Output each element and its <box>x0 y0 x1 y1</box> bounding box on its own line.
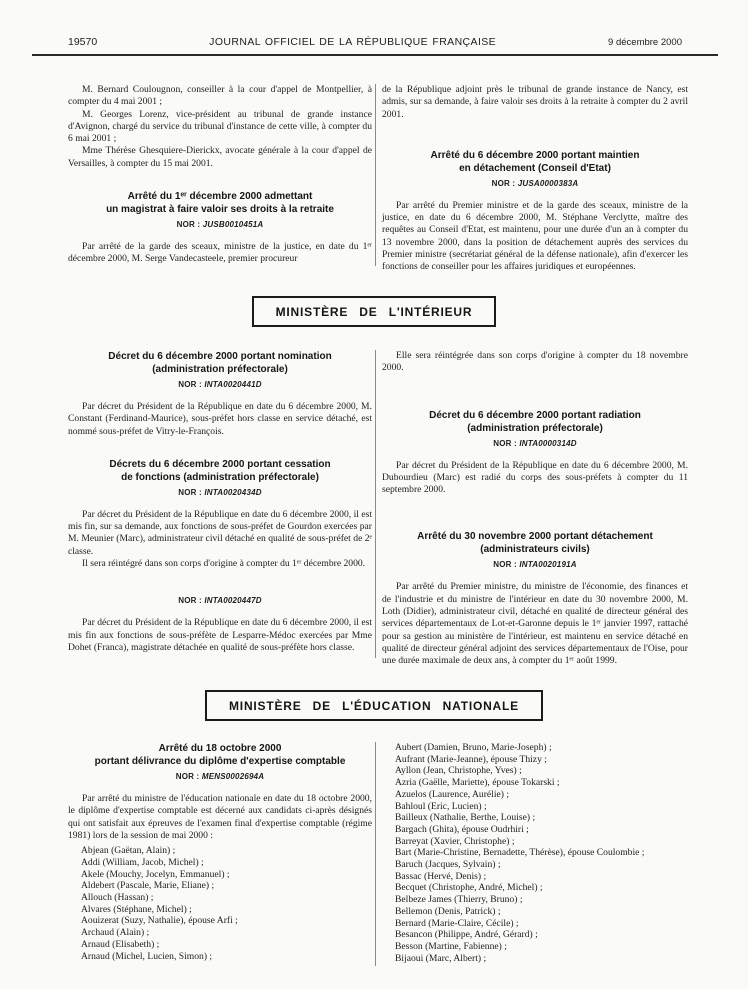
list-item: Aubert (Damien, Bruno, Marie-Joseph) ; <box>395 742 552 753</box>
nor-label: NOR : <box>493 438 520 448</box>
list-item: Aldebert (Pascale, Marie, Eliane) ; <box>81 880 215 892</box>
nor-line <box>382 439 688 448</box>
paragraph: Par arrêté du Premier ministre, du ministre de l'économie, des finances et de l'industrie et du ministre de l'intérieur en date du 30 novembre 2000, M. Loth (Didier), administrateur civil, détaché en qualité de directeur général des services départementaux de Lot-et-Garonne depuis le 1ᵉʳ janvier 1997, rattaché pour sa gestion au ministère de l'intérieur, est maintenu en service détaché en qualité de directeur général adjoint des services départementaux de l'Oise, pour une durée maximale de deux ans, à compter du 1ᵉʳ août 1999. <box>382 581 688 667</box>
nor-line <box>68 596 372 605</box>
interieur-right-column <box>382 350 688 668</box>
article-heading <box>382 149 688 175</box>
nor-label: NOR : <box>178 596 205 606</box>
paragraph: M. Bernard Coulougnon, conseiller à la cour d'appel de Montpellier, à compter du 4 mai 2001 ; <box>68 84 372 108</box>
paragraph: Par décret du Président de la République en date du 6 décembre 2000, il est mis fin aux fonctions de sous-préfète de Lesparre-Médoc exercées par Mme Dohet (Franca), magistrate détachée en qualité de sous-préfète hors classe. <box>68 617 372 653</box>
article-heading <box>68 742 372 768</box>
paragraph: Par décret du Président de la République en date du 6 décembre 2000, M. Constant (Ferdinand-Maurice), sous-préfet hors classe en service détaché, est nommé sous-préfet de Vitry-le-François. <box>68 401 372 437</box>
list-item: Becquet (Christophe, André, Michel) ; <box>395 882 543 894</box>
paragraph: Par arrêté du Premier ministre et de la garde des sceaux, ministre de la justice, en date du 6 décembre 2000, M. Stéphane Verclytte, maître des requêtes au Conseil d'Etat, est maintenu, pour une durée d'un an à compter du 13 novembre 2000, dans la position de détachement auprès des services du Premier ministre (secrétariat général de la défense nationale), afin d'exercer les fonctions de conseiller pour les affaires juridiques et européennes. <box>382 199 688 273</box>
list-item: Bellemon (Denis, Patrick) ; <box>395 905 501 917</box>
list-item: Arnaud (Elisabeth) ; <box>81 938 160 950</box>
list-item: Belbeze James (Thierry, Bruno) ; <box>395 894 523 906</box>
list-item: Azuelos (Laurence, Aurélie) ; <box>395 788 510 800</box>
list-item: Aufrant (Marie-Jeanne), épouse Thizy ; <box>395 753 547 765</box>
article-heading-line: un magistrat à faire valoir ses droits à la retraite <box>106 204 334 216</box>
paragraph: de la République adjoint près le tribunal de grande instance de Nancy, est admis, sur sa demande, à faire valoir ses droits à la retraite à compter du 2 avril 2001. <box>382 84 688 120</box>
ministry-banner-interieur-wrap <box>0 296 748 327</box>
top-section-left-column <box>68 84 372 266</box>
list-item: Abjean (Gaëtan, Alain) ; <box>81 845 176 857</box>
education-left-column <box>68 742 372 962</box>
paragraph: Mme Thérèse Ghesquiere-Dierickx, avocate générale à la cour d'appel de Versailles, à compter du 15 mai 2001. <box>68 145 372 169</box>
top-section-right-column <box>382 84 688 274</box>
list-item: Azria (Gaëlle, Mariette), épouse Tokarski ; <box>395 777 560 789</box>
list-item: Addi (William, Jacob, Michel) ; <box>81 856 204 868</box>
nor-value: INTA0020441D <box>204 380 262 389</box>
issue-date: 9 décembre 2000 <box>608 37 682 48</box>
article-heading-line: de fonctions (administration préfectorale) <box>121 471 319 483</box>
ministry-banner-education: MINISTÈRE DE L'ÉDUCATION NATIONALE <box>205 690 543 721</box>
list-item: Bart (Marie-Christine, Bernadette, Thérèse), épouse Coulombie ; <box>395 847 645 859</box>
journal-title: JOURNAL OFFICIEL DE LA RÉPUBLIQUE FRANÇAISE <box>209 36 497 48</box>
interieur-left-column <box>68 350 372 654</box>
candidate-name-list <box>382 742 688 964</box>
list-item: Archaud (Alain) ; <box>81 927 150 939</box>
article-heading <box>382 409 688 435</box>
article-heading <box>68 458 372 484</box>
article-heading-line: Décret du 6 décembre 2000 portant nomination <box>108 351 332 362</box>
nor-value: MENS0002694A <box>201 772 265 781</box>
list-item: Barreyat (Xavier, Christophe) ; <box>395 835 515 847</box>
article-heading-line: en détachement (Conseil d'Etat) <box>459 162 611 174</box>
list-item: Bahloul (Eric, Lucien) ; <box>395 800 487 812</box>
nor-label: NOR : <box>178 380 205 389</box>
column-divider-interieur <box>375 350 376 658</box>
education-right-column <box>382 742 688 964</box>
article-heading-line: (administration préfectorale) <box>467 422 603 434</box>
spacer <box>382 121 688 129</box>
list-item: Aouizerat (Suzy, Nathalie), épouse Arfi ; <box>81 915 238 927</box>
nor-label: NOR : <box>178 487 205 497</box>
spacer <box>382 496 688 510</box>
paragraph: Par arrêté de la garde des sceaux, ministre de la justice, en date du 1ᵉʳ décembre 2000, M. Serge Vandecasteele, premier procureur <box>68 241 372 265</box>
nor-line <box>68 380 372 389</box>
nor-value: INTA0020191A <box>519 560 577 570</box>
article-heading-line: Décrets du 6 décembre 2000 portant cessation <box>109 458 331 470</box>
nor-value: JUSB0010451A <box>202 220 264 230</box>
article-heading-line: Décret du 6 décembre 2000 portant radiation <box>429 409 641 421</box>
paragraph: Il sera réintégré dans son corps d'origine à compter du 1ᵉʳ décembre 2000. <box>82 558 366 570</box>
list-item: Alvares (Stéphane, Michel) ; <box>81 903 192 915</box>
paragraph: M. Georges Lorenz, vice-président au tribunal de grande instance d'Avignon, chargé du service du tribunal d'instance de cette ville, à compter du 6 mai 2001 ; <box>68 108 372 145</box>
ministry-banner-interieur: MINISTÈRE DE L'INTÉRIEUR <box>252 296 497 327</box>
list-item: Bassac (Hervé, Denis) ; <box>395 870 487 882</box>
article-heading <box>68 190 372 216</box>
nor-value: INTA0000314D <box>519 438 577 448</box>
article-heading <box>68 350 372 376</box>
article-heading-line: (administrateurs civils) <box>480 544 590 556</box>
nor-label: NOR : <box>175 772 202 781</box>
nor-value: INTA0020447D <box>204 596 262 606</box>
list-item: Besson (Martine, Fabienne) ; <box>395 940 507 952</box>
list-item: Bargach (Ghita), épouse Oudrhiri ; <box>395 823 529 835</box>
nor-label: NOR : <box>493 560 520 570</box>
article-heading <box>382 530 688 556</box>
list-item: Besancon (Philippe, André, Gérard) ; <box>395 929 538 941</box>
article-heading-line: Arrêté du 18 octobre 2000 <box>158 743 282 754</box>
paragraph: Par décret du Président de la République en date du 6 décembre 2000, M. Dubourdieu (Marc) est radié du corps des sous-préfets à compter du 11 septembre 2000. <box>382 459 688 496</box>
nor-line <box>382 560 688 569</box>
nor-line <box>382 179 688 188</box>
nor-line <box>68 772 372 781</box>
list-item: Baruch (Jacques, Sylvain) ; <box>395 859 501 871</box>
nor-value: JUSA0000383A <box>517 178 579 188</box>
list-item: Bernard (Marie-Claire, Cécile) ; <box>395 917 519 929</box>
article-heading-line: Arrêté du 6 décembre 2000 portant maintien <box>430 149 640 161</box>
nor-label: NOR : <box>176 220 203 230</box>
list-item: Allouch (Hassan) ; <box>81 892 154 903</box>
article-heading-line: Arrêté du 30 novembre 2000 portant détachement <box>417 531 653 543</box>
list-item: Arnaud (Michel, Lucien, Simon) ; <box>81 950 213 962</box>
list-item: Akele (Mouchy, Jocelyn, Emmanuel) ; <box>81 868 230 880</box>
list-item: Ayllon (Jean, Christophe, Yves) ; <box>395 765 522 777</box>
article-heading-line: portant délivrance du diplôme d'expertise comptable <box>94 756 346 767</box>
page-number: 19570 <box>68 36 98 48</box>
nor-line <box>68 488 372 497</box>
spacer <box>382 375 688 389</box>
article-heading-line: Arrêté du 1ᵉʳ décembre 2000 admettant <box>127 191 313 203</box>
paragraph: Par décret du Président de la République en date du 6 décembre 2000, il est mis fin, sur sa demande, aux fonctions de sous-préfet de Gourdon exercées par M. Meunier (Marc), administrateur civil détaché en qualité de sous-préfet de 2ᵉ classe. <box>68 508 372 557</box>
list-item: Bijaoui (Marc, Albert) ; <box>395 952 487 964</box>
column-divider-top <box>375 84 376 266</box>
page-header <box>68 36 682 48</box>
paragraph: Elle sera réintégrée dans son corps d'origine à compter du 18 novembre 2000. <box>382 350 688 374</box>
nor-label: NOR : <box>491 178 518 188</box>
candidate-name-list <box>68 845 372 962</box>
column-divider-education <box>375 742 376 966</box>
header-rule <box>32 54 718 56</box>
paragraph: Par arrêté du ministre de l'éducation nationale en date du 18 octobre 2000, le diplôme d'expertise comptable est décerné aux candidats ci-après désignés qui ont satisfait aux épreuves de l'examen final d'expertise comptable (régime 1981) lors de la session de mai 2000 : <box>68 793 372 841</box>
nor-value: INTA0020434D <box>204 487 262 497</box>
list-item: Bailleux (Nathalie, Berthe, Louise) ; <box>395 812 536 824</box>
nor-line <box>68 220 372 229</box>
ministry-banner-education-wrap <box>0 690 748 721</box>
article-heading-line: (administration préfectorale) <box>152 364 288 375</box>
